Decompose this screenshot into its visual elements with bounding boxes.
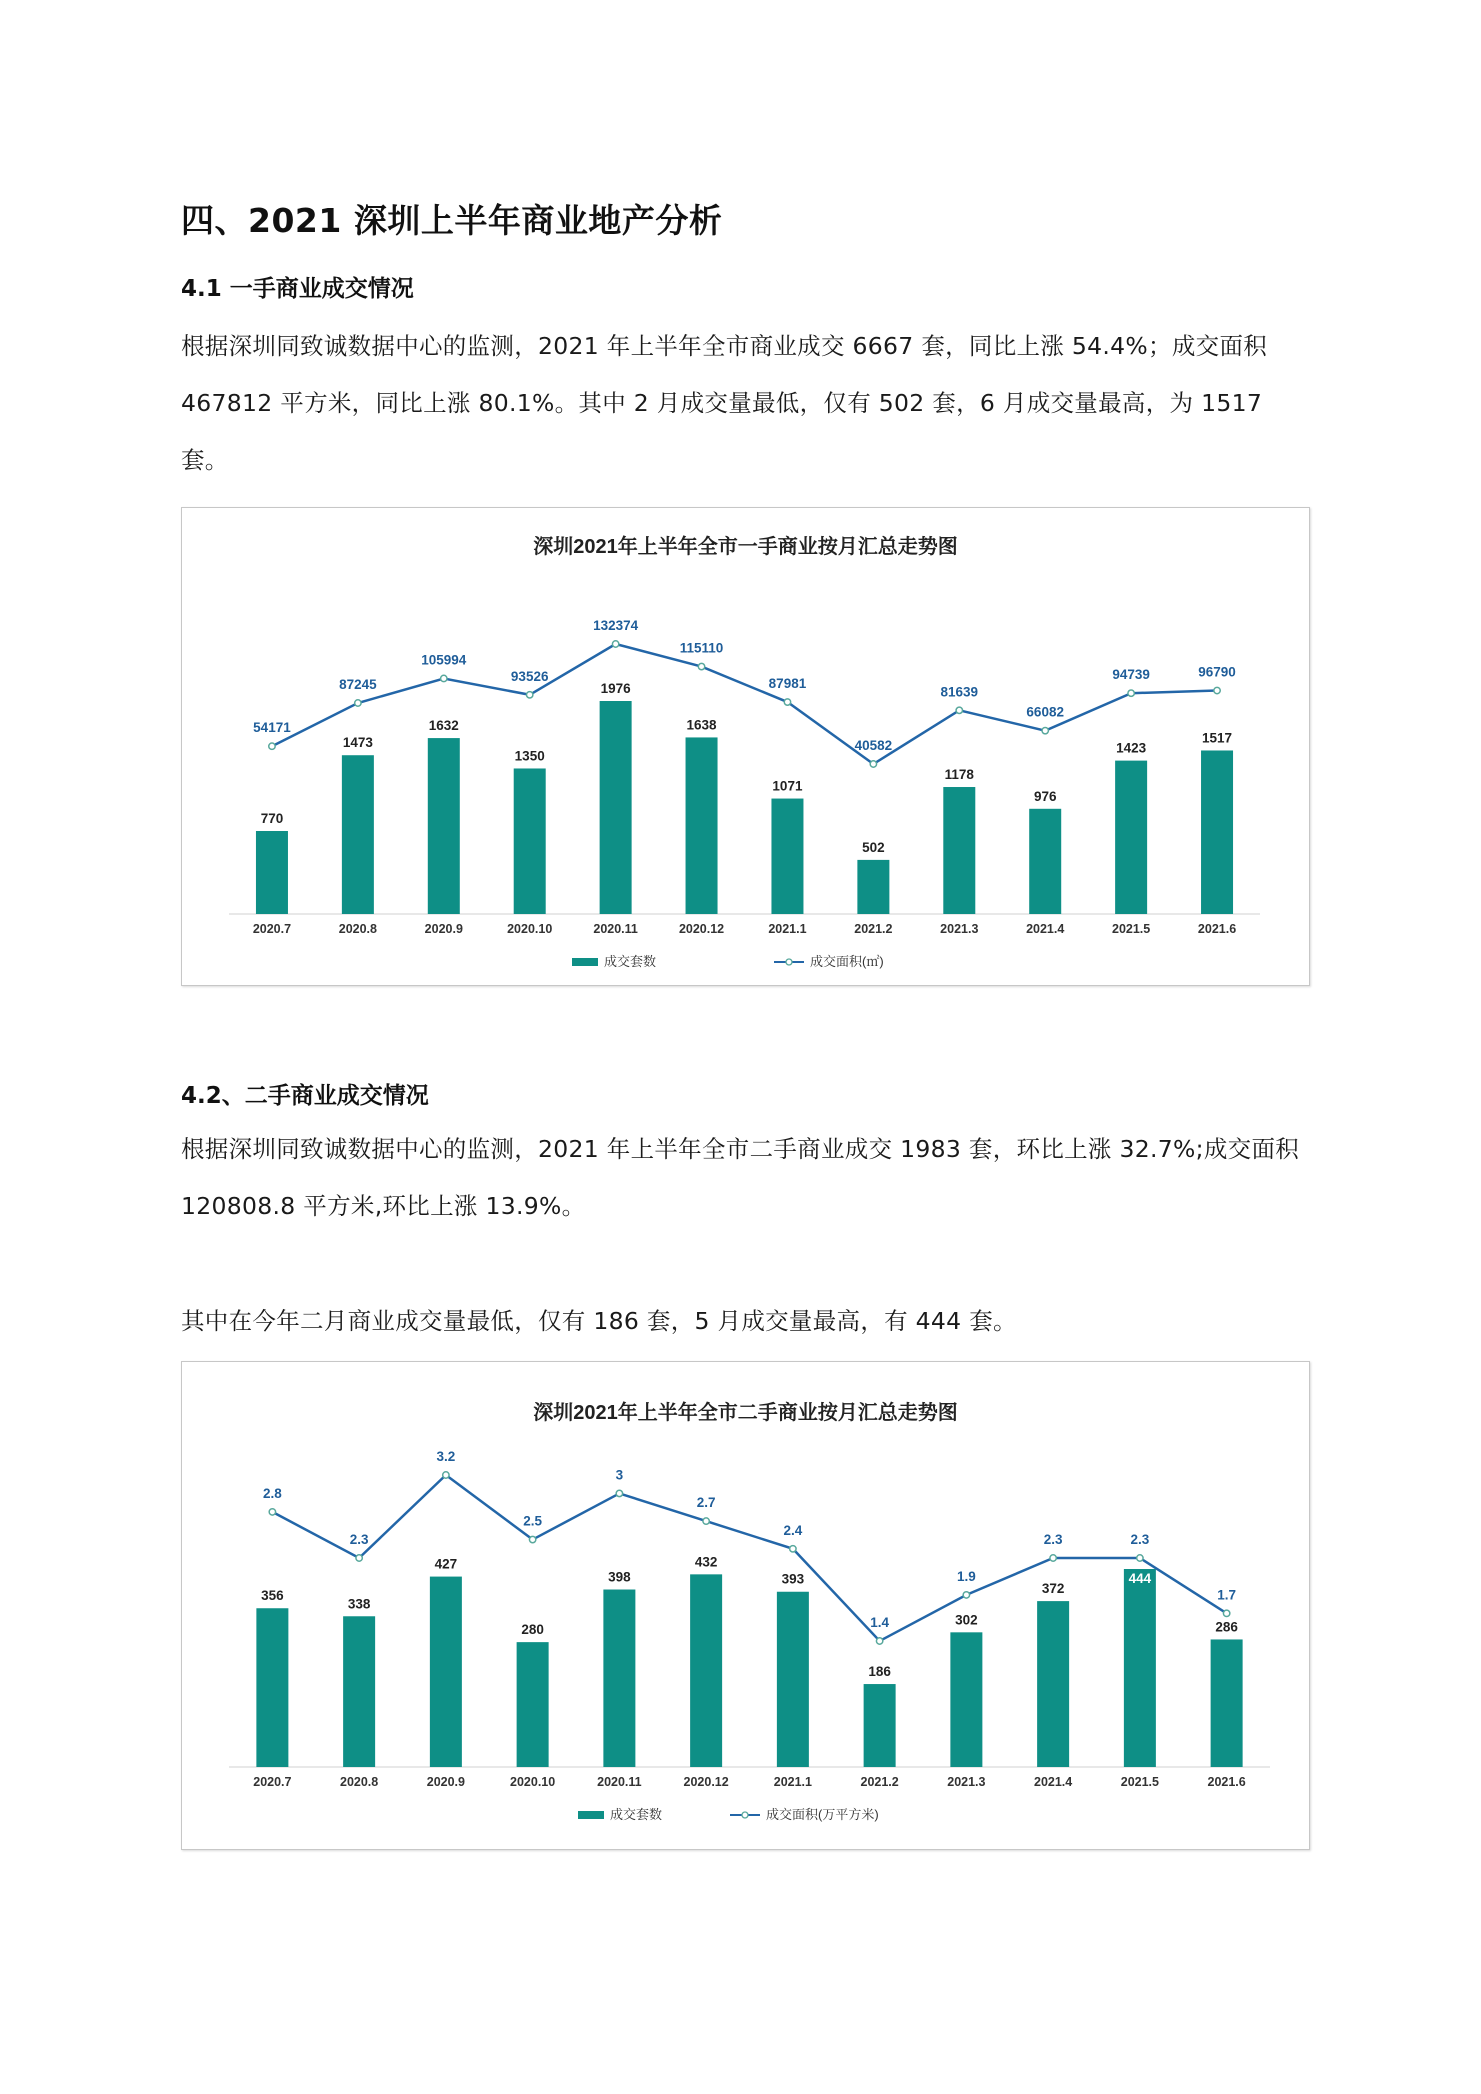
line-value-label: 132374 (593, 618, 639, 633)
line-value-label: 2.3 (1043, 1532, 1063, 1547)
legend-bar-label: 成交套数 (610, 1807, 663, 1822)
x-tick-label: 2020.12 (683, 1775, 729, 1789)
line-marker (1223, 1610, 1229, 1616)
bar-value-label: 338 (347, 1596, 371, 1612)
bar-value-label: 1071 (772, 778, 803, 794)
line-value-label: 2.3 (349, 1532, 369, 1547)
line-marker (616, 1490, 622, 1496)
bar-value-label: 976 (1033, 788, 1057, 804)
line-value-label: 115110 (679, 640, 724, 656)
bar-2020.11 (600, 701, 632, 914)
line-value-label: 1.4 (870, 1615, 890, 1630)
bar-value-label: 398 (608, 1569, 631, 1585)
x-tick-label: 2020.10 (510, 1775, 556, 1789)
bar-2020.9 (428, 738, 460, 914)
bar-2021.3 (950, 1632, 982, 1767)
legend-line-label: 成交面积(万平方米) (766, 1807, 879, 1822)
line-marker (1050, 1555, 1056, 1561)
bar-2021.2 (857, 860, 889, 914)
line-series (272, 644, 1217, 764)
line-value-label: 66082 (1026, 704, 1064, 720)
bar-2021.5 (1124, 1569, 1156, 1767)
line-value-label: 87981 (768, 676, 807, 692)
line-marker (1137, 1555, 1143, 1561)
legend-bar-swatch (572, 958, 598, 966)
bar-value-label: 427 (434, 1556, 458, 1572)
bar-value-label: 280 (521, 1622, 544, 1638)
line-marker (698, 663, 704, 669)
bar-value-label: 432 (694, 1554, 718, 1570)
line-marker (529, 1536, 535, 1542)
x-tick-label: 2021.4 (1034, 1775, 1073, 1789)
bar-2020.10 (517, 1642, 549, 1767)
x-tick-label: 2021.3 (940, 922, 979, 936)
legend-bar-label: 成交套数 (604, 954, 657, 969)
line-value-label: 3.2 (436, 1449, 456, 1464)
x-tick-label: 2021.1 (773, 1775, 812, 1789)
bar-2021.6 (1201, 750, 1233, 914)
bar-2021.3 (943, 787, 975, 914)
section-2-title: 4.2、二手商业成交情况 (181, 1083, 429, 1109)
line-value-label: 3 (615, 1467, 624, 1483)
section-1-title: 4.1 一手商业成交情况 (181, 276, 414, 302)
bar-value-label: 1473 (342, 735, 373, 751)
bar-2021.1 (777, 1592, 809, 1767)
line-marker (870, 761, 876, 767)
page-heading: 四、2021 深圳上半年商业地产分析 (181, 201, 723, 240)
bar-2021.5 (1115, 761, 1147, 914)
line-value-label: 54171 (253, 720, 291, 736)
x-tick-label: 2020.7 (253, 1775, 292, 1789)
bar-2021.6 (1211, 1639, 1243, 1767)
line-marker (355, 700, 361, 706)
bar-value-label: 1632 (428, 718, 459, 734)
bar-value-label: 186 (868, 1664, 891, 1680)
line-marker (443, 1472, 449, 1478)
line-marker (703, 1518, 709, 1524)
x-tick-label: 2021.2 (854, 922, 893, 936)
x-tick-label: 2020.12 (678, 922, 725, 936)
line-value-label: 94739 (1112, 667, 1150, 683)
line-marker (1128, 690, 1134, 696)
line-series (272, 1475, 1226, 1641)
line-value-label: 2.3 (1130, 1532, 1150, 1547)
bar-value-label: 393 (781, 1571, 805, 1587)
line-value-label: 2.4 (783, 1522, 803, 1538)
line-marker (876, 1638, 882, 1644)
bar-2020.8 (342, 755, 374, 914)
x-tick-label: 2020.8 (338, 922, 377, 936)
legend-line-marker (742, 1812, 748, 1818)
x-tick-label: 2021.6 (1197, 922, 1237, 936)
line-value-label: 1.9 (956, 1568, 976, 1584)
line-value-label: 40582 (854, 738, 893, 753)
x-tick-label: 2021.2 (860, 1775, 899, 1789)
x-tick-label: 2020.10 (507, 922, 553, 936)
bar-2020.7 (256, 831, 288, 914)
bar-value-label: 372 (1041, 1581, 1065, 1597)
bar-value-label: 302 (955, 1612, 978, 1628)
bar-value-label: 1976 (600, 681, 631, 696)
line-value-label: 2.8 (262, 1485, 282, 1501)
line-marker (956, 707, 962, 713)
line-marker (441, 675, 447, 681)
line-value-label: 2.5 (523, 1513, 543, 1529)
section-2-paragraph-2: 其中在今年二月商业成交量最低，仅有 186 套，5 月成交量最高，有 444 套。 (181, 1307, 1017, 1335)
bar-2020.9 (430, 1577, 462, 1767)
section-2-paragraph: 根据深圳同致诚数据中心的监测，2021 年上半年全市二手商业成交 1983 套，环比上涨 32.7%;成交面积 120808.8 平方米,环比上涨 13.9%。 (181, 1135, 1300, 1220)
bar-value-label: 1350 (514, 748, 545, 764)
line-marker (527, 692, 533, 698)
legend-line-label: 成交面积(㎡) (810, 954, 884, 969)
line-value-label: 2.7 (696, 1495, 716, 1511)
bar-value-label: 444 (1128, 1571, 1152, 1586)
legend-line-marker (786, 959, 792, 965)
x-tick-label: 2021.4 (1026, 922, 1065, 936)
bar-value-label: 1178 (944, 767, 974, 783)
line-marker (356, 1555, 362, 1561)
bar-value-label: 1423 (1116, 740, 1147, 756)
line-marker (1214, 687, 1220, 693)
line-value-label: 93526 (510, 668, 549, 684)
bar-value-label: 770 (260, 810, 284, 826)
bar-value-label: 502 (862, 839, 885, 855)
line-marker (963, 1592, 969, 1598)
x-tick-label: 2020.11 (593, 922, 638, 936)
line-value-label: 1.7 (1217, 1587, 1237, 1603)
bar-2020.11 (603, 1590, 635, 1767)
chart-primary-commercial (181, 507, 1310, 986)
line-marker (1042, 727, 1048, 733)
line-marker (784, 699, 790, 705)
bar-value-label: 356 (261, 1588, 284, 1604)
bar-2021.4 (1029, 809, 1061, 914)
bar-2021.2 (864, 1684, 896, 1767)
x-tick-label: 2021.5 (1112, 922, 1151, 936)
x-tick-label: 2021.5 (1120, 1775, 1159, 1789)
x-tick-label: 2020.11 (597, 1775, 642, 1789)
line-value-label: 87245 (339, 676, 377, 692)
bar-2020.8 (343, 1616, 375, 1767)
bar-2021.1 (771, 799, 803, 914)
line-value-label: 96790 (1198, 664, 1236, 680)
bar-2021.4 (1037, 1601, 1069, 1767)
bar-2020.12 (690, 1574, 722, 1767)
bar-2020.7 (256, 1608, 288, 1767)
legend-bar-swatch (578, 1811, 604, 1819)
chart-svg (182, 508, 1309, 985)
bar-2020.10 (514, 768, 546, 914)
chart-secondary-commercial (181, 1361, 1310, 1850)
bar-value-label: 286 (1215, 1619, 1238, 1635)
line-value-label: 105994 (421, 652, 467, 668)
line-marker (269, 1509, 275, 1515)
x-tick-label: 2021.6 (1207, 1775, 1246, 1789)
chart-title: 深圳2021年上半年全市一手商业按月汇总走势图 (533, 536, 958, 558)
section-1-paragraph: 根据深圳同致诚数据中心的监测，2021 年上半年全市商业成交 6667 套，同比上涨 54.4%；成交面积 467812 平方米，同比上涨 80.1%。其中 2 月成交量最低，仅有 502 套，6 月成交量最高，为 1517 套。 (181, 332, 1268, 474)
line-marker (790, 1546, 796, 1552)
bar-2020.12 (686, 737, 718, 914)
line-marker (612, 641, 618, 647)
bar-value-label: 1638 (686, 717, 717, 733)
bar-value-label: 1517 (1202, 730, 1233, 746)
line-value-label: 81639 (940, 684, 979, 700)
x-tick-label: 2020.9 (426, 1775, 465, 1789)
x-tick-label: 2021.1 (768, 922, 807, 936)
chart-title: 深圳2021年上半年全市二手商业按月汇总走势图 (533, 1402, 958, 1424)
x-tick-label: 2020.8 (340, 1775, 379, 1789)
x-tick-label: 2020.9 (424, 922, 463, 936)
line-marker (269, 743, 275, 749)
x-tick-label: 2020.7 (252, 922, 292, 936)
chart-svg (182, 1362, 1309, 1849)
x-tick-label: 2021.3 (947, 1775, 986, 1789)
